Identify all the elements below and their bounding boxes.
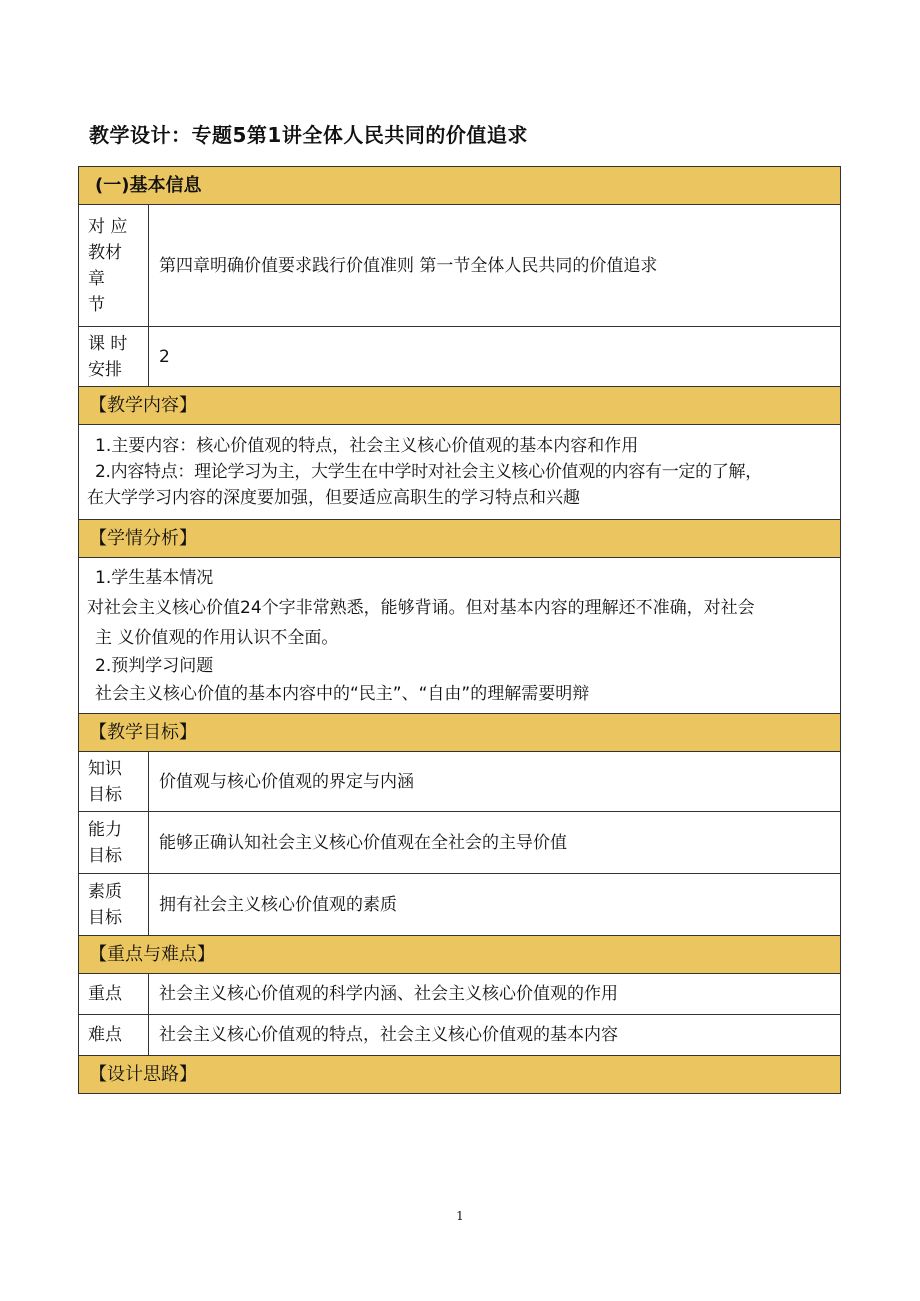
section-title: 【重点与难点】 <box>79 936 841 974</box>
label-line: 目标 <box>88 907 122 928</box>
textbook-row <box>79 205 841 327</box>
analysis-line: 对社会主义核心价值24个字非常熟悉，能够背诵。但对基本内容的理解还不准确，对社会 <box>87 597 755 618</box>
analysis-row <box>79 558 841 714</box>
label-line: 安排 <box>88 359 122 380</box>
goal-value: 拥有社会主义核心价值观的素质 <box>149 874 841 936</box>
section-header-content <box>79 387 841 425</box>
label-line: 知识 <box>88 758 122 779</box>
goal-row-ability <box>79 812 841 874</box>
keypoint-row-focus <box>79 974 841 1015</box>
section-title: (一)基本信息 <box>79 167 841 205</box>
section-title: 【学情分析】 <box>79 520 841 558</box>
content-line: 1.主要内容：核心价值观的特点，社会主义核心价值观的基本内容和作用 <box>95 436 639 456</box>
keypoint-row-difficulty <box>79 1015 841 1056</box>
label-line: 课 时 <box>88 333 128 354</box>
textbook-value: 第四章明确价值要求践行价值准则 第一节全体人民共同的价值追求 <box>149 205 841 327</box>
section-title: 【教学目标】 <box>79 714 841 752</box>
textbook-label <box>79 205 149 327</box>
label-line: 章 <box>88 268 105 289</box>
label-line: 教材 <box>88 242 122 263</box>
label-line: 素质 <box>88 881 122 902</box>
label-line: 能力 <box>88 819 122 840</box>
hours-value: 2 <box>149 327 841 387</box>
goal-label <box>79 752 149 812</box>
label-line: 目标 <box>88 845 122 866</box>
lesson-plan-table <box>78 166 841 1094</box>
section-title: 【设计思路】 <box>79 1056 841 1094</box>
analysis-line: 主 义价值观的作用认识不全面。 <box>95 627 339 648</box>
analysis-text <box>79 558 841 714</box>
section-header-goals <box>79 714 841 752</box>
content-line: 在大学学习内容的深度要加强，但要适应高职生的学习特点和兴趣 <box>87 488 580 508</box>
content-row <box>79 425 841 520</box>
goal-value: 价值观与核心价值观的界定与内涵 <box>149 752 841 812</box>
content-text <box>79 425 841 520</box>
keypoint-label: 难点 <box>79 1015 149 1056</box>
keypoint-value: 社会主义核心价值观的特点，社会主义核心价值观的基本内容 <box>149 1015 841 1056</box>
hours-label <box>79 327 149 387</box>
section-title: 【教学内容】 <box>79 387 841 425</box>
content-line: 2.内容特点：理论学习为主，大学生在中学时对社会主义核心价值观的内容有一定的了解， <box>95 462 762 482</box>
analysis-line: 1.学生基本情况 <box>95 567 214 588</box>
section-header-design <box>79 1056 841 1094</box>
document-title: 教学设计：专题5第1讲全体人民共同的价值追求 <box>89 123 528 147</box>
hours-row <box>79 327 841 387</box>
keypoint-value: 社会主义核心价值观的科学内涵、社会主义核心价值观的作用 <box>149 974 841 1015</box>
label-line: 对 应 <box>88 216 128 237</box>
section-header-basic-info <box>79 167 841 205</box>
analysis-line: 2.预判学习问题 <box>95 655 214 676</box>
label-line: 目标 <box>88 784 122 805</box>
analysis-line: 社会主义核心价值的基本内容中的“民主”、“自由”的理解需要明辩 <box>95 683 590 704</box>
page-number: 1 <box>456 1209 464 1223</box>
section-header-analysis <box>79 520 841 558</box>
goal-label <box>79 812 149 874</box>
label-line: 节 <box>88 294 105 315</box>
goal-value: 能够正确认知社会主义核心价值观在全社会的主导价值 <box>149 812 841 874</box>
goal-label <box>79 874 149 936</box>
goal-row-quality <box>79 874 841 936</box>
section-header-keypoints <box>79 936 841 974</box>
keypoint-label: 重点 <box>79 974 149 1015</box>
goal-row-knowledge <box>79 752 841 812</box>
